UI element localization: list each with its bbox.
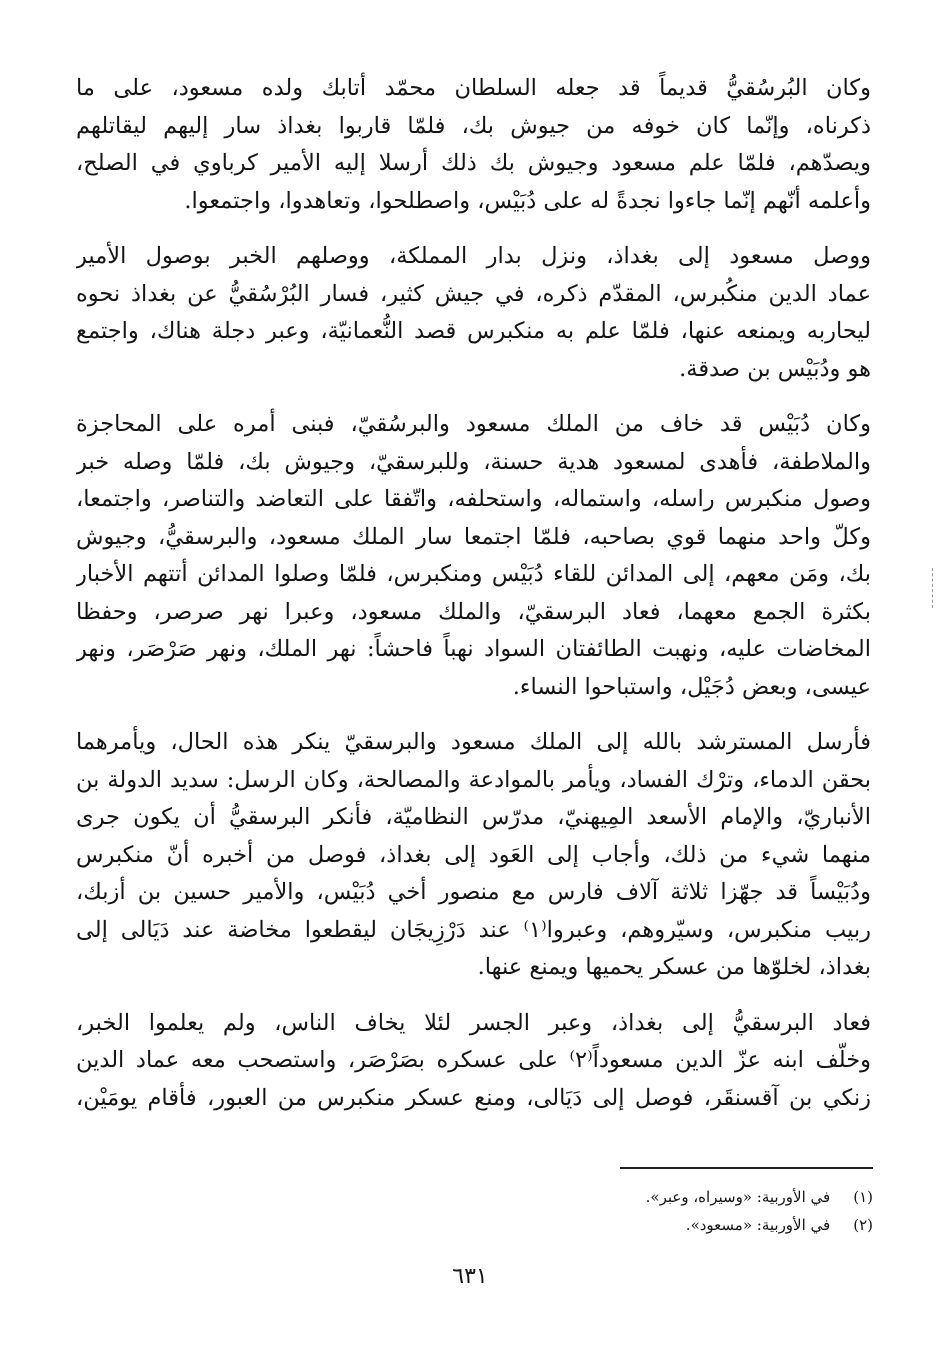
footnote-number: (٢) (853, 1216, 873, 1234)
text-line: ربيب منكبرس، وسيّروهم، وعبروا⁽١⁾ عند دَرْزِيجَان ليقطعوا مخاضة عند دَيَالى إلى (76, 916, 871, 943)
footnote-2 (560, 1211, 873, 1239)
footnote-number: (١) (853, 1188, 873, 1206)
text-line: وكلّ واحد منهما قوي بصاحبه، فلمّا اجتمعا سار الملك مسعود، والبرسقيُّ، وجيوش (76, 523, 871, 550)
footnote-text: في الأوربية: «وسيراه، وعبر». (645, 1188, 831, 1206)
footnote-1 (560, 1183, 873, 1211)
footnote-divider (620, 1167, 873, 1169)
text-line: عماد الدين منكُبرس، المقدّم ذكره، في جيش كثير، فسار البُرْسُقيُّ عن بغداذ نحوه (76, 280, 871, 307)
text-line: بك، ومَن معهم، إلى المدائن للقاء دُبَيْس ومنكبرس، فلمّا وصلوا المدائن أتتهم الأخبار (76, 561, 871, 587)
margin-scan-mark (932, 568, 933, 608)
text-line: بحقن الدماء، وترْك الفساد، ويأمر بالموادعة والمصالحة، وكان الرسل: سديد الدولة بن (76, 766, 871, 793)
text-line: الأنباريّ، والإمام الأسعد المِيهنيّ، مدرّس النظاميّة، فأنكر البرسقيُّ أن يكون جرى (76, 804, 871, 830)
text-line: ودُبَيْساً قد جهّزا ثلاثة آلاف فارس مع منصور أخي دُبَيْس، والأمير حسين بن أزبك، (76, 879, 871, 905)
text-line: بغداذ، لخلوّها من عسكر يحميها ويمنع عنها. (477, 954, 871, 980)
paragraph-2 (76, 238, 871, 388)
text-line: ووصل مسعود إلى بغداذ، ونزل بدار المملكة، ووصلهم الخبر بوصول الأمير (76, 243, 871, 269)
paragraph-3 (76, 406, 871, 706)
text-line: المخاضات عليه، ونهبت الطائفتان السواد نهباً فاحشاً: نهر الملك، ونهر صَرْصَر، ونهر (76, 636, 871, 662)
text-line: وكان البُرسُقيُّ قديماً قد جعله السلطان محمّد أتابك ولده مسعود، على ما (76, 75, 871, 101)
text-line: بكثرة الجمع معهما، فعاد البرسقيّ، والملك مسعود، وعبرا نهر صرصر، وحفظا (76, 598, 871, 625)
page-number: ٦٣١ (452, 1264, 488, 1289)
text-line: وصول منكبرس راسله، واستماله، واستحلفه، واتّفقا على التعاضد والتناصر، واجتمعا، (76, 486, 871, 512)
footnote-text: في الأوربية: «مسعود». (685, 1216, 831, 1234)
paragraph-4 (76, 724, 871, 987)
text-line: وأعلمه أنّهم إنّما جاءوا نجدةً له على دُبَيْس، واصطلحوا، وتعاهدوا، واجتمعوا. (184, 187, 871, 214)
text-line: فعاد البرسقيُّ إلى بغداذ، وعبر الجسر لئلا يخاف الناس، ولم يعلموا الخبر، (76, 1009, 871, 1036)
text-line: ليحاربه ويمنعه عنها، فلمّا علم به منكبرس قصد النُّعمانيّة، وعبر دجلة هناك، واجتمع (76, 318, 871, 344)
text-line: وخلّف ابنه عزّ الدين مسعوداً⁽٢⁾ على عسكره بصَرْصَر، واستصحب معه عماد الدين (76, 1047, 871, 1073)
text-line: ويصدّهم، فلمّا علم مسعود وجيوش بك ذلك أرسلا إليه الأمير كرباوي في الصلح، (76, 150, 871, 176)
text-line: وكان دُبَيْس قد خاف من الملك مسعود والبرسُقيّ، فبنى أمره على المحاجزة (76, 411, 871, 437)
text-line: زنكي بن آقسنقَر، فوصل إلى دَيَالى، ومنع عسكر منكبرس من العبور، فأقام يومَيْن، (76, 1084, 871, 1111)
text-line: فأرسل المسترشد بالله إلى الملك مسعود والبرسقيّ ينكر هذه الحال، ويأمرهما (76, 729, 871, 755)
footnotes (560, 1183, 873, 1239)
text-line: عيسى، وبعض دُجَيْل، واستباحوا النساء. (512, 673, 871, 700)
paragraph-1 (76, 70, 871, 220)
text-line: والملاطفة، فأهدى لمسعود هدية حسنة، وللبرسقيّ، وجيوش بك، فلمّا وصله خبر (76, 448, 871, 475)
text-line: منهما شيء من ذلك، وأجاب إلى العَود إلى بغداذ، فوصل من أخبره أنّ منكبرس (76, 841, 871, 868)
text-line: هو ودُبَيْس بن صدقة. (679, 355, 871, 382)
main-text (76, 70, 871, 1135)
paragraph-5 (76, 1005, 871, 1118)
text-line: ذكرناه، وإنّما كان خوفه من جيوش بك، فلمّا قاربوا بغداذ سار إليهم ليقاتلهم (76, 112, 871, 139)
